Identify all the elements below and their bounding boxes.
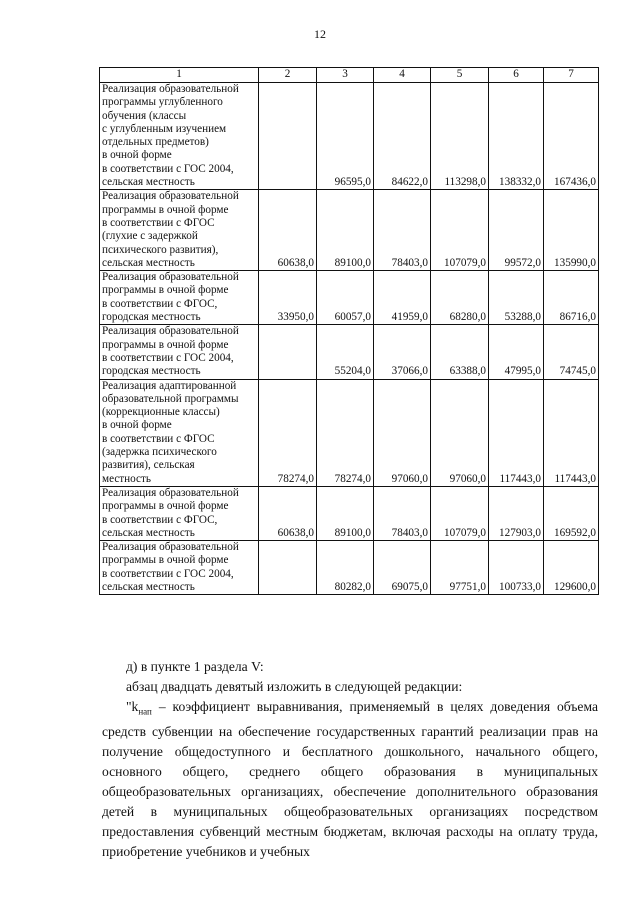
definition-text: – коэффициент выравнивания, применяемый в целях доведения объема средств субвенции на обеспечение государственных гарантий реализации прав на получение общедоступного и бесплатного дошкольного, начального общего, основного общего, среднего общего образования в муниципальных общеобразовательных организациях, обеспечение дополнительного образования детей в муниципальных общеобразовательных организациях посредством предоставления субвенций местным бюджетам, включая расходы на оплату труда, приобретение учебников и учебных <box>102 699 598 859</box>
subvention-table <box>99 67 599 595</box>
value-cell: 135990,0 <box>544 190 599 271</box>
value-cell: 78403,0 <box>374 486 431 540</box>
value-cell: 33950,0 <box>259 271 317 325</box>
value-cell: 69075,0 <box>374 541 431 595</box>
table-row <box>100 486 599 540</box>
table-row <box>100 190 599 271</box>
value-cell: 113298,0 <box>431 83 489 190</box>
value-cell: 60638,0 <box>259 190 317 271</box>
value-cell: 96595,0 <box>317 83 374 190</box>
header-cell: 1 <box>100 68 259 83</box>
item-d-paragraph: д) в пункте 1 раздела V: <box>126 659 264 674</box>
value-cell: 97060,0 <box>374 379 431 486</box>
value-cell: 138332,0 <box>489 83 544 190</box>
table-row <box>100 541 599 595</box>
value-cell: 63388,0 <box>431 325 489 379</box>
header-cell: 3 <box>317 68 374 83</box>
value-cell: 129600,0 <box>544 541 599 595</box>
row-label: Реализация образовательной программы в очной форме в соответствии с ГОС 2004, сельская местность <box>100 541 259 595</box>
value-cell: 107079,0 <box>431 486 489 540</box>
value-cell: 74745,0 <box>544 325 599 379</box>
value-cell: 107079,0 <box>431 190 489 271</box>
header-cell: 2 <box>259 68 317 83</box>
value-cell: 37066,0 <box>374 325 431 379</box>
k-subscript: нап <box>138 706 152 717</box>
value-cell: 89100,0 <box>317 486 374 540</box>
row-label: Реализация образовательной программы в очной форме в соответствии с ГОС 2004, городская местность <box>100 325 259 379</box>
value-cell: 68280,0 <box>431 271 489 325</box>
value-cell: 53288,0 <box>489 271 544 325</box>
value-cell: 117443,0 <box>489 379 544 486</box>
value-cell: 60638,0 <box>259 486 317 540</box>
header-cell: 4 <box>374 68 431 83</box>
body-text <box>102 657 598 862</box>
value-cell: 97060,0 <box>431 379 489 486</box>
header-cell: 7 <box>544 68 599 83</box>
table-header-row <box>100 68 599 83</box>
value-cell: 55204,0 <box>317 325 374 379</box>
row-label: Реализация образовательной программы в очной форме в соответствии с ФГОС, городская местность <box>100 271 259 325</box>
value-cell: 78274,0 <box>259 379 317 486</box>
value-cell: 78274,0 <box>317 379 374 486</box>
value-cell: 60057,0 <box>317 271 374 325</box>
page-number: 12 <box>314 27 326 41</box>
value-cell <box>259 541 317 595</box>
value-cell: 41959,0 <box>374 271 431 325</box>
value-cell: 99572,0 <box>489 190 544 271</box>
value-cell: 167436,0 <box>544 83 599 190</box>
row-label: Реализация образовательной программы в очной форме в соответствии с ФГОС, сельская местность <box>100 486 259 540</box>
value-cell <box>259 325 317 379</box>
value-cell: 169592,0 <box>544 486 599 540</box>
table-row <box>100 271 599 325</box>
value-cell: 127903,0 <box>489 486 544 540</box>
value-cell: 100733,0 <box>489 541 544 595</box>
value-cell: 80282,0 <box>317 541 374 595</box>
value-cell: 84622,0 <box>374 83 431 190</box>
value-cell: 97751,0 <box>431 541 489 595</box>
table-row <box>100 325 599 379</box>
row-label: Реализация образовательной программы углубленного обучения (классы с углубленным изучением отдельных предметов) в очной форме в соответствии с ГОС 2004, сельская местность <box>100 83 259 190</box>
value-cell <box>259 83 317 190</box>
value-cell: 89100,0 <box>317 190 374 271</box>
table-row <box>100 379 599 486</box>
value-cell: 47995,0 <box>489 325 544 379</box>
header-cell: 5 <box>431 68 489 83</box>
table-row <box>100 83 599 190</box>
instruction-paragraph: абзац двадцать девятый изложить в следующей редакции: <box>126 679 463 694</box>
value-cell: 78403,0 <box>374 190 431 271</box>
row-label: Реализация адаптированной образовательной программы (коррекционные классы) в очной форме в соответствии с ФГОС (задержка психического развития), сельская местность <box>100 379 259 486</box>
definition-paragraph <box>102 697 598 862</box>
k-symbol: "k <box>126 699 139 714</box>
value-cell: 117443,0 <box>544 379 599 486</box>
value-cell: 86716,0 <box>544 271 599 325</box>
header-cell: 6 <box>489 68 544 83</box>
row-label: Реализация образовательной программы в очной форме в соответствии с ФГОС (глухие с задержкой психического развития), сельская местность <box>100 190 259 271</box>
